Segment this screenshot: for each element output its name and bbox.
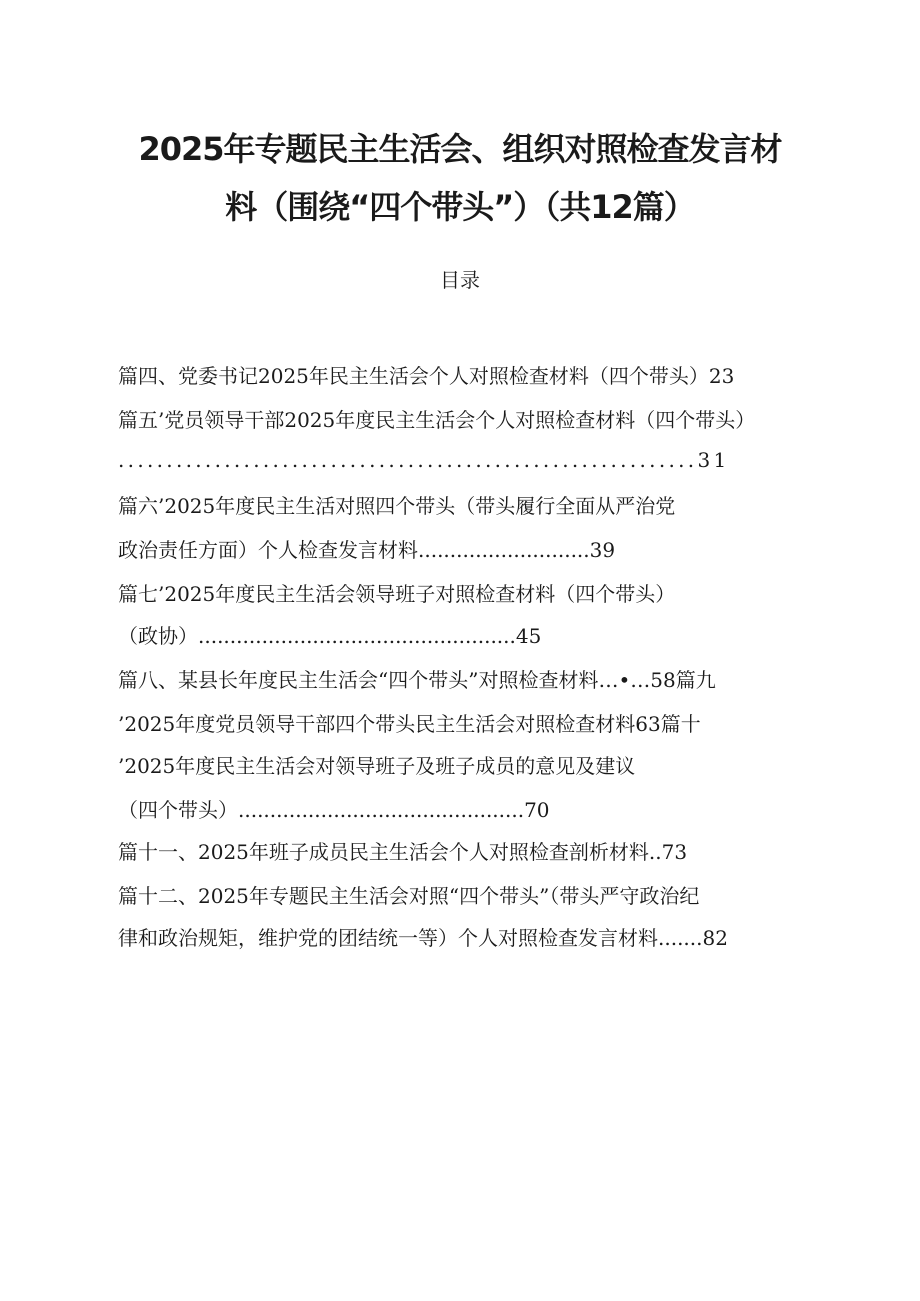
toc-line: 律和政治规矩，维护党的团结统一等）个人对照检查发言材料.......82 [118,926,728,950]
toc-line: 篇十二、2025年专题民主生活会对照“四个带头”（带头严守政治纪 [118,884,700,908]
toc-line: ’2025年度党员领导干部四个带头民主生活会对照检查材料63篇十 [118,712,701,736]
toc-line: 篇六’2025年度民主生活对照四个带头（带头履行全面从严治党 [118,494,676,518]
toc-line: 篇十一、2025年班子成员民主生活会个人对照检查剖析材料..73 [118,840,688,864]
toc-line: （政协）..................................................45 [118,624,542,648]
toc-line: 篇八、某县长年度民主生活会“四个带头”对照检查材料…•…58篇九 [118,668,716,692]
title-line-1: 2025年专题民主生活会、组织对照检查发言材 [138,130,782,168]
toc-line: 篇七’2025年度民主生活会领导班子对照检查材料（四个带头） [118,582,676,606]
toc-line: ’2025年度民主生活会对领导班子及班子成员的意见及建议 [118,754,636,778]
toc-heading: 目录 [440,268,480,292]
toc-line: （四个带头）.............................................70 [118,798,550,822]
toc-line: 篇四、党委书记2025年民主生活会个人对照检查材料（四个带头）23 [118,364,735,388]
toc-line: 政治责任方面）个人检查发言材料...........................39 [118,538,616,562]
toc-line: ............................................................31 [118,448,730,472]
title-line-2: 料（围绕“四个带头”）（共12篇） [225,188,695,226]
toc-line: 篇五’党员领导干部2025年度民主生活会个人对照检查材料（四个带头） [118,408,756,432]
